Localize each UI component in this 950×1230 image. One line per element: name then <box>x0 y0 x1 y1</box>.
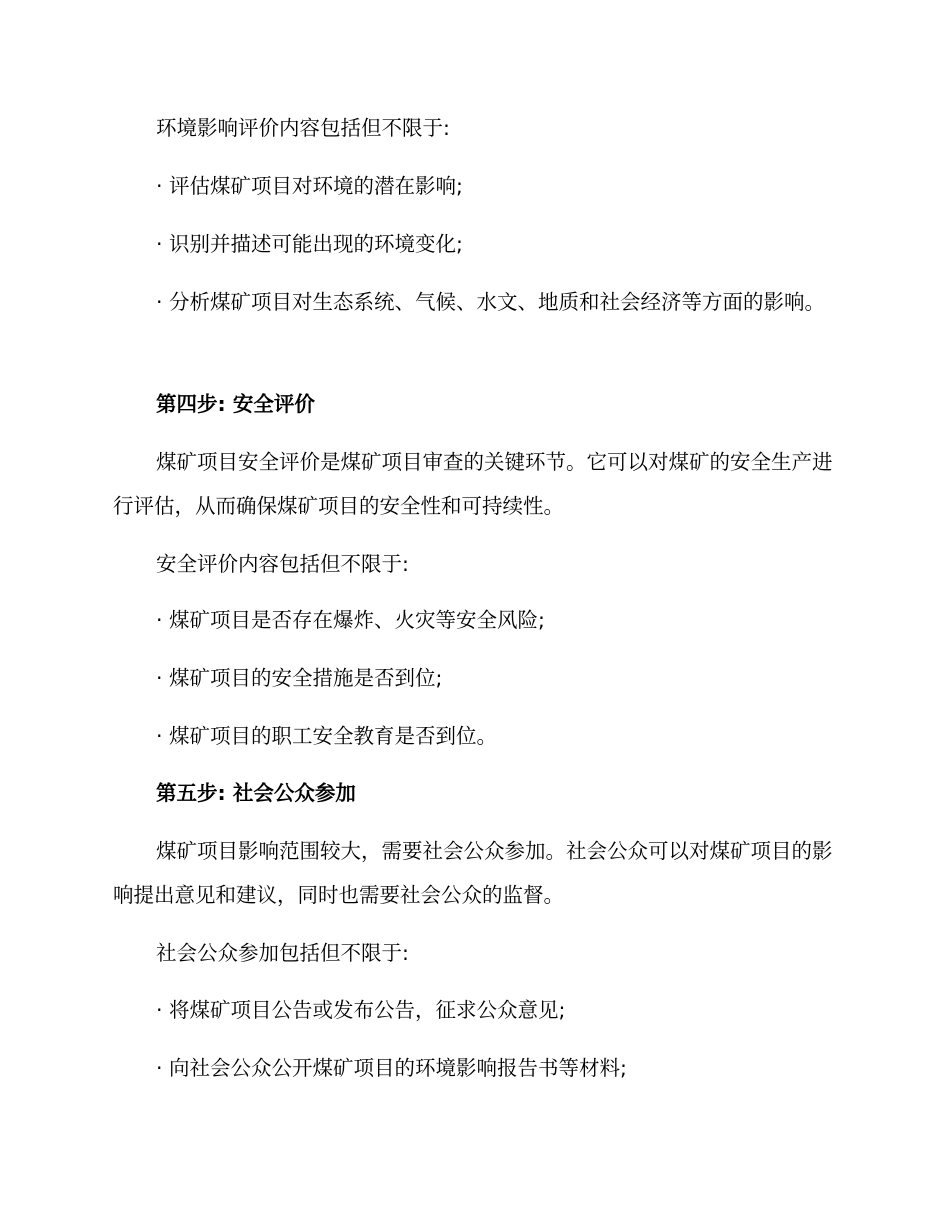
bullet-safety-risk: · 煤矿项目是否存在爆炸、火灾等安全风险; <box>156 608 545 632</box>
paragraph-safety-intro: 煤矿项目安全评价是煤矿项目审查的关键环节。它可以对煤矿的安全生产进行评估，从而确保煤矿项目的安全性和可持续性。 <box>113 450 833 518</box>
paragraph-safety-scope: 安全评价内容包括但不限于: <box>156 552 409 576</box>
bullet-safety-measures: · 煤矿项目的安全措施是否到位; <box>156 666 443 690</box>
bullet-env-change: · 识别并描述可能出现的环境变化; <box>156 232 463 256</box>
paragraph-public-intro: 煤矿项目影响范围较大，需要社会公众参加。社会公众可以对煤矿项目的影响提出意见和建议，同时也需要社会公众的监督。 <box>113 839 833 907</box>
bullet-public-notice: · 将煤矿项目公告或发布公告，征求公众意见; <box>156 998 566 1022</box>
bullet-safety-education: · 煤矿项目的职工安全教育是否到位。 <box>156 724 498 748</box>
paragraph-env-scope: 环境影响评价内容包括但不限于: <box>156 116 450 140</box>
paragraph-public-scope: 社会公众参加包括但不限于: <box>156 941 409 965</box>
bullet-env-analysis: · 分析煤矿项目对生态系统、气候、水文、地质和社会经济等方面的影响。 <box>156 290 826 314</box>
heading-step-four: 第四步: 安全评价 <box>156 392 315 416</box>
bullet-env-impact: · 评估煤矿项目对环境的潜在影响; <box>156 174 463 198</box>
heading-step-five: 第五步: 社会公众参加 <box>156 781 356 805</box>
bullet-public-report: · 向社会公众公开煤矿项目的环境影响报告书等材料; <box>156 1056 627 1080</box>
